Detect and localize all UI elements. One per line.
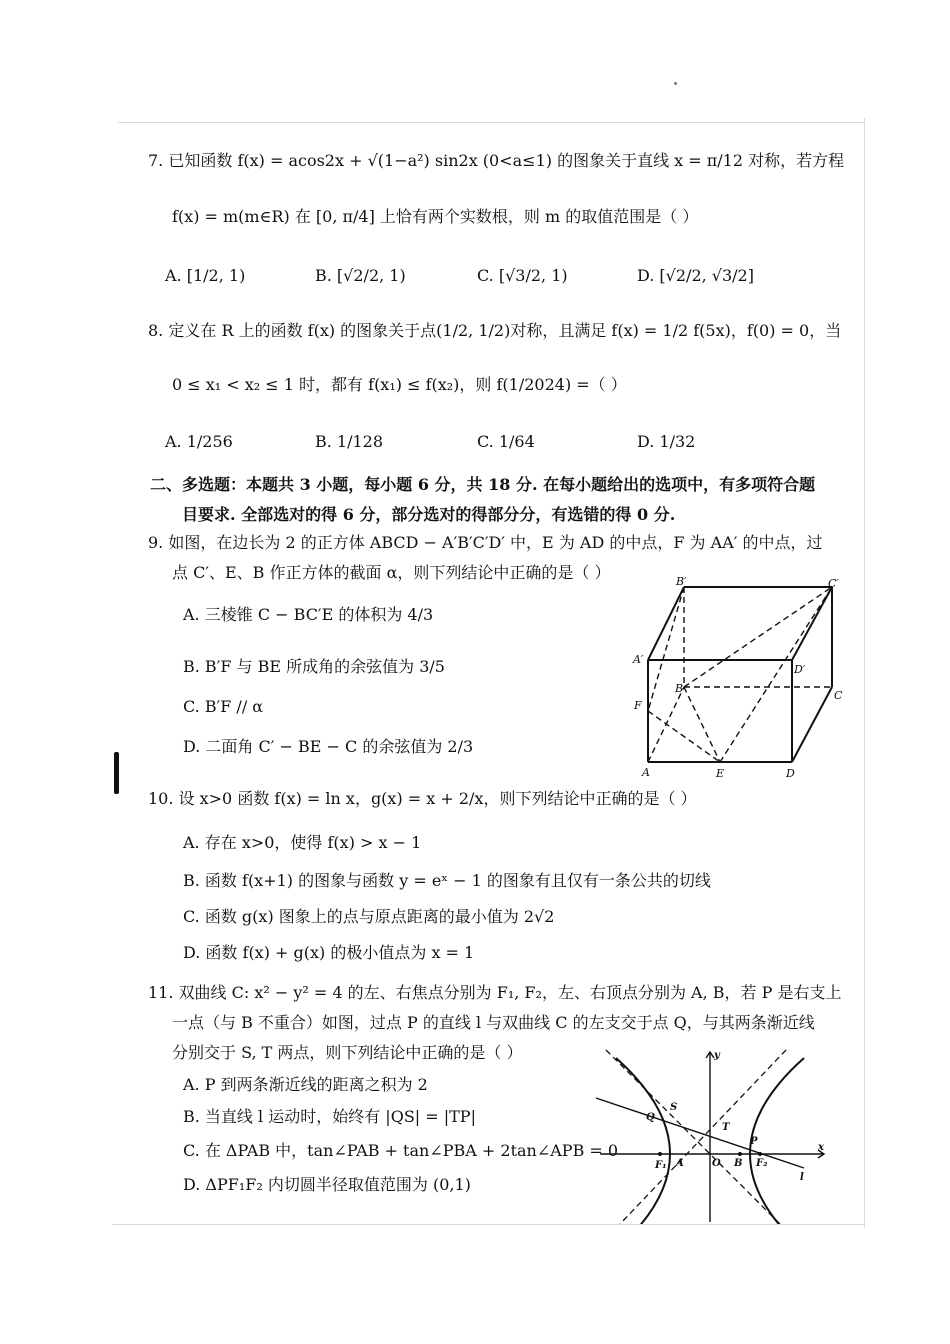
hyperbola-label-p: P [750,1136,758,1147]
q10-option-d: D. 函数 f(x) + g(x) 的极小值点为 x = 1 [183,943,475,962]
cube-label-a1: A′ [633,653,644,666]
hyperbola-right-branch [750,1058,804,1224]
q7-option-b: B. [√2/2, 1) [315,266,406,285]
q11-option-a: A. P 到两条渐近线的距离之积为 2 [183,1075,428,1094]
scan-dot [674,82,677,85]
hyperbola-label-q: Q [646,1112,655,1123]
q8-option-b: B. 1/128 [315,432,384,451]
q7-option-c: C. [√3/2, 1) [477,266,568,285]
q8-stem-line2: 0 ≤ x₁ < x₂ ≤ 1 时，都有 f(x₁) ≤ f(x₂)，则 f(1/2024) =（ ） [172,375,627,394]
line-be [684,687,720,762]
q10-option-c: C. 函数 g(x) 图象上的点与原点距离的最小值为 2√2 [183,907,555,926]
q8-option-c: C. 1/64 [477,432,535,451]
point-b-dot [738,1152,742,1156]
point-f2 [758,1152,762,1156]
cube-label-d1: D′ [794,663,806,676]
q11-stem-line2: 一点（与 B 不重合）如图，过点 P 的直线 l 与双曲线 C 的左支交于点 Q，与其两条渐近线 [172,1013,815,1032]
hyperbola-label-f1: F₁ [655,1160,667,1171]
q10-stem: 10. 设 x>0 函数 f(x) = ln x，g(x) = x + 2/x，则下列结论中正确的是（ ） [148,789,697,808]
q11-option-b: B. 当直线 l 运动时，始终有 |QS| = |TP| [183,1107,476,1126]
hyperbola-label-b: B [734,1158,743,1169]
q9-option-b: B. B′F 与 BE 所成角的余弦值为 3/5 [183,657,445,676]
page-border-bottom [112,1224,864,1225]
section2-line1: 二、多选题：本题共 3 小题，每小题 6 分，共 18 分. 在每小题给出的选项中，有多项符合题 [150,475,816,494]
q8-option-a: A. 1/256 [165,432,233,451]
point-f1 [658,1152,662,1156]
cube-label-b1: B′ [676,575,687,588]
cube-label-c1: C′ [828,577,839,590]
section2-line2: 目要求. 全部选对的得 6 分，部分选对的得部分分，有选错的得 0 分. [182,505,676,524]
line-bc1 [684,587,832,687]
edge-dc [792,687,832,762]
hyperbola-figure [596,1046,830,1224]
cube-label-a: A [642,766,650,779]
line-ec1 [720,587,832,762]
q11-option-c: C. 在 ΔPAB 中，tan∠PAB + tan∠PBA + 2tan∠APB = 0 [183,1141,619,1160]
hyperbola-label-y: y [714,1050,720,1061]
q7-option-a: A. [1/2, 1) [165,266,246,285]
edge-c1d1 [792,587,832,660]
page-border-top [118,122,864,123]
q9-option-a: A. 三棱锥 C − BC′E 的体积为 4/3 [183,605,434,624]
scan-mark [114,752,119,794]
hyperbola-label-t: T [722,1122,730,1133]
hyperbola-label-a: A [676,1158,684,1169]
hyperbola-label-s: S [670,1102,678,1113]
q9-option-c: C. B′F // α [183,697,264,716]
hyperbola-label-o: O [712,1158,721,1169]
hyperbola-label-l: l [800,1172,804,1183]
q10-option-b: B. 函数 f(x+1) 的图象与函数 y = eˣ − 1 的图象有且仅有一条公共的切线 [183,871,711,890]
q9-stem-line1: 9. 如图，在边长为 2 的正方体 ABCD − A′B′C′D′ 中，E 为 AD 的中点，F 为 AA′ 的中点，过 [148,533,823,552]
q11-stem-line1: 11. 双曲线 C: x² − y² = 4 的左、右焦点分别为 F₁, F₂，左、右顶点分别为 A, B，若 P 是右支上 [148,983,842,1002]
line-l [596,1098,804,1168]
cube-label-f: F [634,699,642,712]
q9-stem-line2: 点 C′、E、B 作正方体的截面 α，则下列结论中正确的是（ ） [172,563,611,582]
q8-option-d: D. 1/32 [637,432,696,451]
page-border-right [864,118,865,1228]
cube-label-d: D [786,767,795,780]
q11-option-d: D. ΔPF₁F₂ 内切圆半径取值范围为 (0,1) [183,1175,471,1194]
q8-stem-line1: 8. 定义在 R 上的函数 f(x) 的图象关于点(1/2, 1/2)对称，且满足 f(x) = 1/2 f(5x)，f(0) = 0，当 [148,321,842,340]
q9-option-d: D. 二面角 C′ − BE − C 的余弦值为 2/3 [183,737,474,756]
hyperbola-label-f2: F₂ [756,1158,768,1169]
q11-stem-line3: 分别交于 S, T 两点，则下列结论中正确的是（ ） [172,1043,523,1062]
cube-label-c: C [834,689,843,702]
q7-stem-line2: f(x) = m(m∈R) 在 [0, π/4] 上恰有两个实数根，则 m 的取值范围是（ ） [172,207,699,226]
q7-option-d: D. [√2/2, √3/2] [637,266,754,285]
cube-label-b: B [675,682,684,695]
cube-figure [620,575,850,785]
q7-stem-line1: 7. 已知函数 f(x) = acos2x + √(1−a²) sin2x (0<a≤1) 的图象关于直线 x = π/12 对称，若方程 [148,151,845,170]
line-fe [648,711,720,762]
hyperbola-left-branch [616,1058,670,1224]
q10-option-a: A. 存在 x>0，使得 f(x) > x − 1 [183,833,422,852]
cube-label-e: E [716,767,725,780]
hyperbola-label-x: x [818,1142,824,1153]
